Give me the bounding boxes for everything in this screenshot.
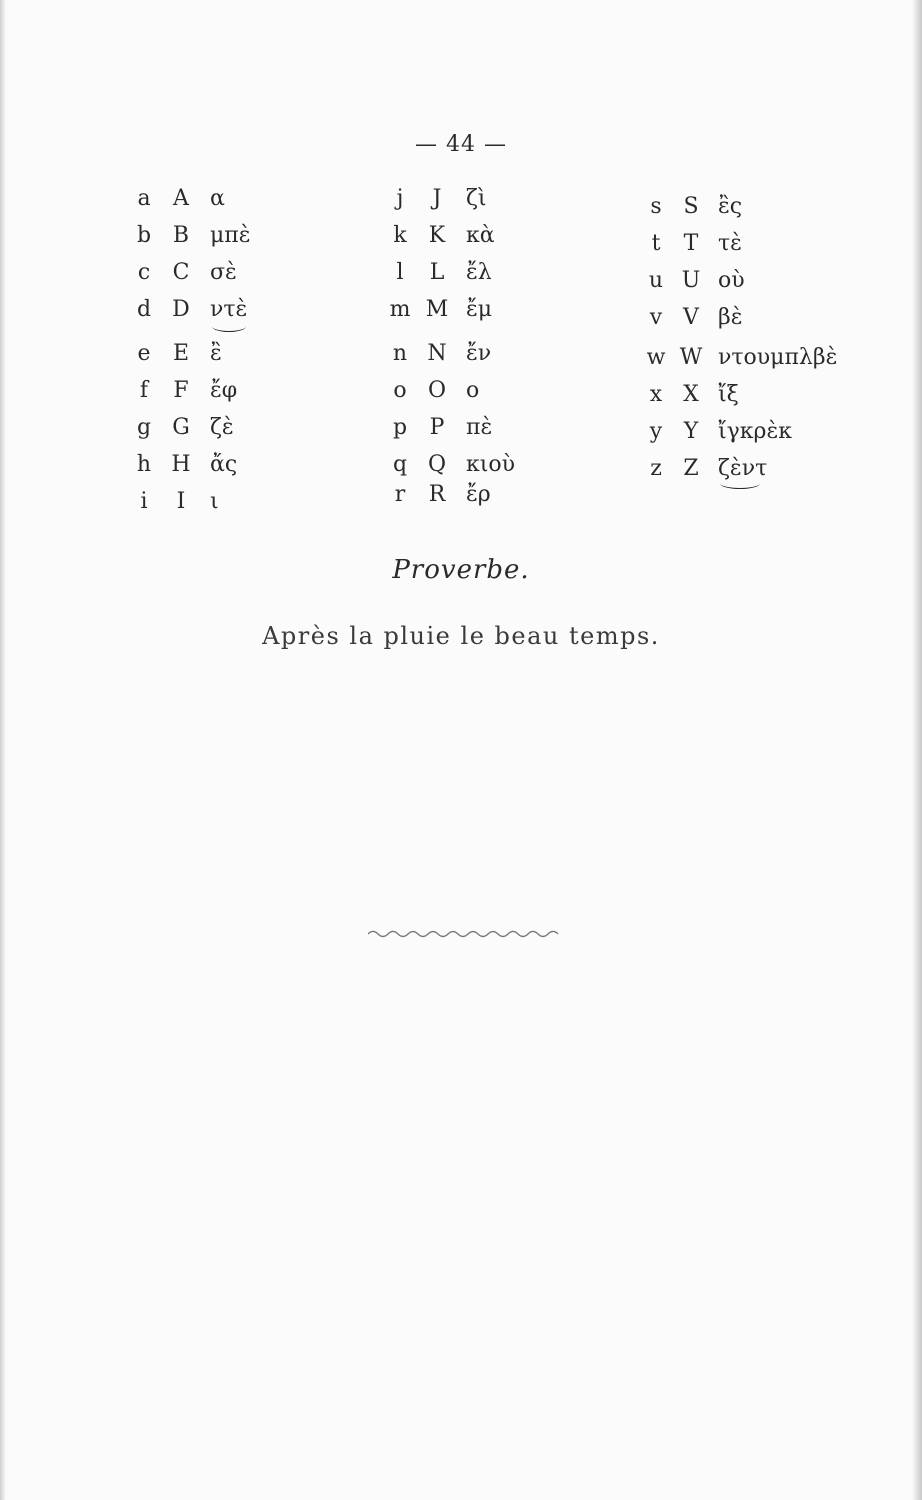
uppercase-letter: E (172, 341, 190, 366)
greek-pronunciation: ζὶ (466, 186, 487, 211)
lowercase-letter: b (136, 223, 152, 248)
greek-pronunciation: ἔφ (210, 378, 238, 403)
tie-mark (212, 321, 246, 332)
uppercase-letter: Z (683, 456, 699, 481)
greek-pronunciation: ἔλ (466, 260, 492, 285)
greek-pronunciation: μπὲ (210, 223, 251, 248)
uppercase-letter: H (171, 452, 191, 477)
uppercase-letter: T (683, 231, 699, 256)
greek-pronunciation: ντουμπλβὲ (718, 345, 838, 370)
uppercase-letter: M (425, 297, 449, 322)
proverb-text: Après la pluie le beau temps. (262, 622, 660, 650)
proverb-title: Proverbe. (392, 555, 530, 585)
uppercase-letter: V (683, 305, 699, 330)
uppercase-letter: S (683, 194, 699, 219)
greek-pronunciation: κὰ (466, 223, 495, 248)
uppercase-letter: A (173, 186, 189, 211)
uppercase-letter: D (172, 297, 190, 322)
greek-pronunciation: τὲ (718, 231, 742, 256)
page-number: — 44 — (415, 132, 507, 157)
uppercase-letter: R (428, 482, 446, 507)
greek-pronunciation: ἔρ (466, 482, 491, 507)
greek-pronunciation: ζὲ (210, 415, 234, 440)
greek-pronunciation: ἴξ (718, 382, 739, 407)
greek-pronunciation: ἔμ (466, 297, 493, 322)
lowercase-letter: d (136, 297, 152, 322)
page-edge-shadow-right (912, 0, 922, 1500)
uppercase-letter: N (427, 341, 447, 366)
uppercase-letter: X (683, 382, 699, 407)
uppercase-letter: Y (683, 419, 699, 444)
greek-pronunciation: ι (210, 489, 219, 514)
lowercase-letter: g (136, 415, 152, 440)
uppercase-letter: I (176, 489, 186, 514)
lowercase-letter: k (393, 223, 407, 248)
greek-pronunciation: ἴγκρὲκ (718, 419, 793, 444)
lowercase-letter: o (393, 378, 407, 403)
lowercase-letter: e (137, 341, 151, 366)
lowercase-letter: z (650, 456, 662, 481)
greek-pronunciation: κιοὺ (466, 452, 515, 477)
lowercase-letter: j (396, 186, 404, 211)
lowercase-letter: c (137, 260, 151, 285)
greek-pronunciation: ἄς (210, 452, 238, 477)
lowercase-letter: v (649, 305, 663, 330)
lowercase-letter: m (389, 297, 411, 322)
greek-pronunciation: α (210, 186, 225, 211)
uppercase-letter: L (429, 260, 445, 285)
greek-pronunciation: ἔν (466, 341, 492, 366)
uppercase-letter: Q (427, 452, 447, 477)
uppercase-letter: W (679, 345, 703, 370)
lowercase-letter: q (392, 452, 408, 477)
lowercase-letter: t (651, 231, 661, 256)
greek-pronunciation: ἒ (210, 341, 222, 366)
uppercase-letter: C (172, 260, 190, 285)
greek-pronunciation: οὺ (718, 268, 745, 293)
lowercase-letter: y (649, 419, 663, 444)
uppercase-letter: G (172, 415, 190, 440)
uppercase-letter: F (173, 378, 189, 403)
lowercase-letter: u (648, 268, 664, 293)
lowercase-letter: a (137, 186, 151, 211)
greek-pronunciation: ο (466, 378, 480, 403)
lowercase-letter: w (646, 345, 666, 370)
greek-pronunciation: ντὲ (210, 297, 248, 322)
page-edge-shadow-left (0, 0, 6, 1500)
uppercase-letter: P (429, 415, 445, 440)
wavy-line-ornament-icon (368, 926, 564, 945)
uppercase-letter: K (428, 223, 446, 248)
greek-pronunciation: σὲ (210, 260, 237, 285)
greek-pronunciation: βὲ (718, 305, 743, 330)
lowercase-letter: s (650, 194, 662, 219)
lowercase-letter: i (140, 489, 148, 514)
uppercase-letter: B (172, 223, 190, 248)
lowercase-letter: x (649, 382, 663, 407)
lowercase-letter: h (136, 452, 152, 477)
lowercase-letter: r (394, 482, 406, 507)
lowercase-letter: l (396, 260, 404, 285)
lowercase-letter: p (392, 415, 408, 440)
lowercase-letter: n (392, 341, 408, 366)
uppercase-letter: O (427, 378, 447, 403)
tie-mark (720, 478, 760, 489)
uppercase-letter: U (681, 268, 701, 293)
uppercase-letter: J (432, 186, 442, 211)
lowercase-letter: f (139, 378, 149, 403)
greek-pronunciation: ἒς (718, 194, 743, 219)
greek-pronunciation: ζὲντ (718, 456, 768, 481)
greek-pronunciation: πὲ (466, 415, 493, 440)
